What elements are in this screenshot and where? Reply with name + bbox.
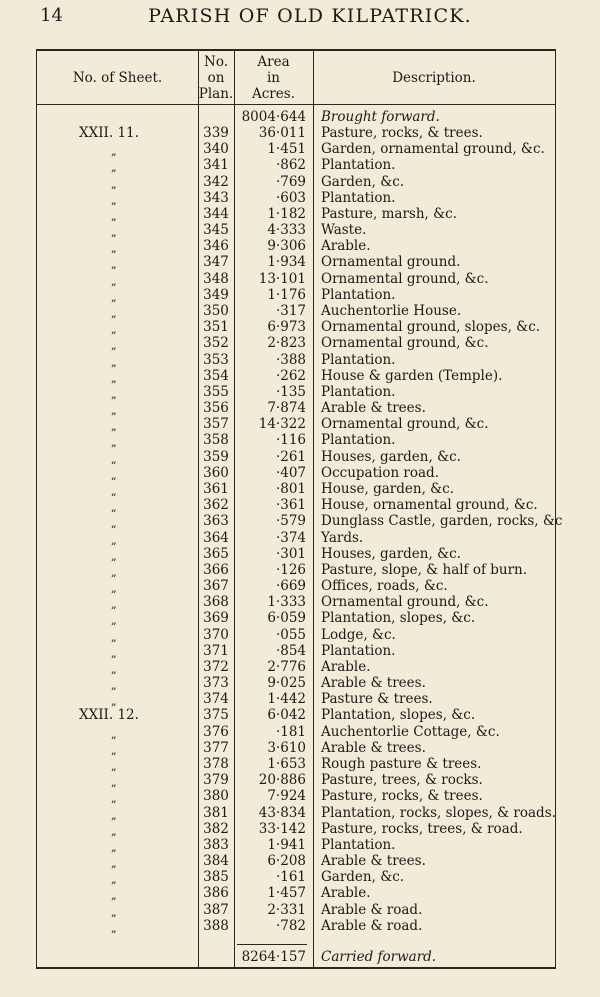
plan-number-cell: 355: [203, 383, 229, 400]
area-cell: 1·653: [267, 756, 306, 773]
table-row: [37, 546, 555, 562]
ditto-mark: „: [111, 420, 117, 434]
sheet-number: XXII. 12.: [79, 707, 139, 724]
table-row: [37, 206, 555, 222]
plan-number-cell: 373: [203, 675, 229, 692]
area-cell: ·374: [275, 529, 306, 546]
plan-number-cell: 381: [203, 804, 229, 821]
description-cell: Garden, &c.: [321, 869, 405, 886]
area-cell: ·361: [275, 497, 306, 514]
area-cell: 7·924: [267, 788, 306, 805]
plan-number-cell: 379: [203, 772, 229, 789]
plan-number-cell: 357: [203, 416, 229, 433]
plan-number-cell: 342: [203, 173, 229, 190]
ditto-mark: „: [111, 517, 117, 531]
ditto-mark: „: [111, 274, 117, 288]
plan-number-cell: 363: [203, 513, 229, 530]
table-row: [37, 530, 555, 546]
land-table: [36, 49, 563, 969]
ditto-mark: „: [111, 662, 117, 676]
area-cell: ·603: [275, 189, 306, 206]
plan-number-cell: 383: [203, 836, 229, 853]
area-cell: ·579: [275, 513, 306, 530]
area-cell: ·181: [275, 723, 306, 740]
description-cell: Pasture, rocks, trees, & road.: [321, 820, 523, 837]
ditto-mark: „: [111, 371, 117, 385]
table-row: [37, 157, 555, 173]
description-cell: Ornamental ground.: [321, 254, 461, 271]
area-column-header: [234, 54, 313, 102]
description-cell: Pasture, rocks, & trees.: [321, 125, 483, 141]
table-row: [37, 837, 555, 853]
ditto-mark: „: [111, 258, 117, 272]
description-cell: Arable.: [321, 885, 371, 902]
plan-header-line: on: [207, 70, 225, 86]
plan-number-cell: 343: [203, 189, 229, 206]
plan-number-cell: 339: [203, 125, 229, 141]
description-cell: Arable & road.: [321, 917, 423, 934]
description-cell: Yards.: [321, 529, 364, 546]
description-cell: Ornamental ground, slopes, &c.: [321, 319, 541, 336]
ditto-mark: „: [111, 339, 117, 353]
table-row: [37, 303, 555, 319]
ditto-mark: „: [111, 857, 117, 871]
ditto-mark: „: [111, 226, 117, 240]
area-cell: 33·142: [258, 820, 306, 837]
table-row: [37, 271, 555, 287]
area-cell: 9·306: [267, 238, 306, 255]
table-row: [37, 384, 555, 400]
ditto-mark: „: [111, 905, 117, 919]
table-row: [37, 643, 555, 659]
ditto-mark: „: [111, 792, 117, 806]
description-cell: Ornamental ground, &c.: [321, 594, 489, 611]
area-cell: ·055: [275, 626, 306, 643]
description-cell: Lodge, &c.: [321, 626, 396, 643]
table-row: [37, 174, 555, 190]
plan-number-cell: 369: [203, 610, 229, 627]
plan-number-cell: 350: [203, 302, 229, 319]
table-row: [37, 254, 555, 270]
table-row: [37, 319, 555, 335]
ditto-mark: „: [111, 598, 117, 612]
description-cell: Arable & road.: [321, 901, 423, 918]
description-cell: Ornamental ground, &c.: [321, 335, 489, 352]
description-cell: Arable.: [321, 658, 371, 675]
area-cell: ·862: [275, 157, 306, 174]
table-row: [37, 821, 555, 837]
carried-forward-area: 8264·157: [241, 949, 306, 965]
description-cell: Houses, garden, &c.: [321, 448, 461, 465]
area-cell: ·116: [275, 432, 306, 449]
plan-number-cell: 380: [203, 788, 229, 805]
area-cell: 1·333: [267, 594, 306, 611]
ditto-mark: „: [111, 808, 117, 822]
plan-number-cell: 361: [203, 480, 229, 497]
table-row: [37, 335, 555, 351]
ditto-mark: „: [111, 776, 117, 790]
description-cell: Pasture & trees.: [321, 691, 433, 708]
ditto-mark: „: [111, 889, 117, 903]
description-cell: Auchentorlie Cottage, &c.: [321, 723, 500, 740]
plan-number-cell: 341: [203, 157, 229, 174]
ditto-mark: „: [111, 630, 117, 644]
ditto-mark: „: [111, 436, 117, 450]
area-cell: ·782: [275, 917, 306, 934]
ditto-mark: „: [111, 824, 117, 838]
description-cell: Plantation.: [321, 836, 396, 853]
plan-number-cell: 386: [203, 885, 229, 902]
ditto-mark: „: [111, 840, 117, 854]
table-row: [37, 416, 555, 432]
description-cell: Arable & trees.: [321, 739, 426, 756]
header-rule: [37, 104, 555, 105]
table-row: [37, 707, 555, 723]
description-cell: Arable & trees.: [321, 400, 426, 417]
description-cell: Pasture, marsh, &c.: [321, 205, 457, 222]
area-cell: ·317: [275, 302, 306, 319]
plan-number-cell: 348: [203, 270, 229, 287]
area-cell: 7·874: [267, 400, 306, 417]
ditto-mark: „: [111, 242, 117, 256]
area-cell: 36·011: [258, 125, 306, 141]
area-cell: ·669: [275, 578, 306, 595]
area-cell: ·135: [275, 383, 306, 400]
brought-forward-row: [37, 109, 555, 125]
page-number: 14: [40, 5, 63, 26]
plan-number-cell: 364: [203, 529, 229, 546]
area-cell: 1·451: [267, 141, 306, 158]
table-row: [37, 465, 555, 481]
area-cell: ·126: [275, 561, 306, 578]
plan-number-cell: 372: [203, 658, 229, 675]
table-row: [37, 222, 555, 238]
description-cell: Plantation.: [321, 432, 396, 449]
description-cell: House, garden, &c.: [321, 480, 455, 497]
table-row: [37, 724, 555, 740]
ditto-mark: „: [111, 614, 117, 628]
ditto-mark: „: [111, 501, 117, 515]
area-cell: 6·973: [267, 319, 306, 336]
area-cell: 13·101: [258, 270, 306, 287]
table-row: [37, 432, 555, 448]
carried-forward-row: [37, 949, 555, 965]
table-row: [37, 449, 555, 465]
ditto-mark: „: [111, 743, 117, 757]
area-cell: 9·025: [267, 675, 306, 692]
plan-number-cell: 358: [203, 432, 229, 449]
brought-forward-label: Brought forward.: [321, 109, 440, 125]
description-cell: Ornamental ground, &c.: [321, 416, 489, 433]
plan-number-cell: 366: [203, 561, 229, 578]
description-cell: Plantation.: [321, 642, 396, 659]
plan-number-cell: 376: [203, 723, 229, 740]
ditto-mark: „: [111, 161, 117, 175]
ditto-mark: „: [111, 404, 117, 418]
area-cell: 4·333: [267, 222, 306, 239]
plan-number-cell: 370: [203, 626, 229, 643]
description-cell: Dunglass Castle, garden, rocks, &c: [321, 513, 563, 530]
plan-number-cell: 345: [203, 222, 229, 239]
plan-number-cell: 349: [203, 286, 229, 303]
area-cell: 6·059: [267, 610, 306, 627]
ditto-mark: „: [111, 193, 117, 207]
area-cell: ·388: [275, 351, 306, 368]
area-cell: ·301: [275, 545, 306, 562]
total-rule: [237, 944, 307, 945]
area-header-line: in: [266, 70, 280, 86]
area-cell: 2·331: [267, 901, 306, 918]
plan-header-line: No.: [204, 54, 228, 70]
plan-number-cell: 368: [203, 594, 229, 611]
plan-number-cell: 378: [203, 756, 229, 773]
ditto-mark: „: [111, 549, 117, 563]
plan-number-cell: 356: [203, 400, 229, 417]
ditto-mark: „: [111, 695, 117, 709]
ditto-mark: „: [111, 323, 117, 337]
carried-forward-label: Carried forward.: [321, 949, 437, 965]
area-cell: 1·457: [267, 885, 306, 902]
plan-column-header: [198, 54, 234, 102]
description-cell: Garden, ornamental ground, &c.: [321, 141, 545, 158]
table-row: [37, 869, 555, 885]
table-row: [37, 287, 555, 303]
ditto-mark: „: [111, 177, 117, 191]
area-cell: 6·042: [267, 707, 306, 724]
plan-number-cell: 347: [203, 254, 229, 271]
area-cell: 6·208: [267, 853, 306, 870]
ditto-mark: „: [111, 679, 117, 693]
area-cell: 14·322: [258, 416, 306, 433]
plan-number-cell: 377: [203, 739, 229, 756]
area-cell: 2·776: [267, 658, 306, 675]
ditto-mark: „: [111, 760, 117, 774]
plan-number-cell: 340: [203, 141, 229, 158]
table-row: [37, 238, 555, 254]
plan-number-cell: 346: [203, 238, 229, 255]
description-cell: Arable.: [321, 238, 371, 255]
page-header: [0, 4, 600, 30]
description-cell: House & garden (Temple).: [321, 367, 503, 384]
description-cell: Plantation, slopes, &c.: [321, 610, 476, 627]
area-cell: 20·886: [258, 772, 306, 789]
area-cell: ·854: [275, 642, 306, 659]
area-cell: ·161: [275, 869, 306, 886]
table-row: [37, 772, 555, 788]
plan-number-cell: 388: [203, 917, 229, 934]
table-row: [37, 918, 555, 934]
ditto-mark: „: [111, 727, 117, 741]
area-cell: ·262: [275, 367, 306, 384]
description-cell: Plantation.: [321, 157, 396, 174]
page-title: PARISH OF OLD KILPATRICK.: [148, 5, 472, 27]
description-cell: Garden, &c.: [321, 173, 405, 190]
description-cell: Pasture, trees, & rocks.: [321, 772, 483, 789]
description-cell: Auchentorlie House.: [321, 302, 462, 319]
table-row: [37, 805, 555, 821]
area-cell: ·769: [275, 173, 306, 190]
description-cell: Ornamental ground, &c.: [321, 270, 489, 287]
plan-number-cell: 353: [203, 351, 229, 368]
plan-number-cell: 351: [203, 319, 229, 336]
description-cell: Plantation, rocks, slopes, & roads.: [321, 804, 556, 821]
ditto-mark: „: [111, 646, 117, 660]
area-cell: 43·834: [258, 804, 306, 821]
area-cell: 1·941: [267, 836, 306, 853]
plan-number-cell: 354: [203, 367, 229, 384]
plan-number-cell: 359: [203, 448, 229, 465]
plan-number-cell: 375: [203, 707, 229, 724]
plan-number-cell: 360: [203, 464, 229, 481]
plan-number-cell: 365: [203, 545, 229, 562]
description-cell: Plantation.: [321, 383, 396, 400]
description-cell: House, ornamental ground, &c.: [321, 497, 538, 514]
ditto-mark: „: [111, 921, 117, 935]
table-row: [37, 885, 555, 901]
table-row: [37, 562, 555, 578]
ditto-mark: „: [111, 484, 117, 498]
table-row: [37, 675, 555, 691]
area-cell: 1·176: [267, 286, 306, 303]
description-cell: Occupation road.: [321, 464, 439, 481]
table-row: [37, 788, 555, 804]
description-cell: Offices, roads, &c.: [321, 578, 448, 595]
ditto-mark: „: [111, 873, 117, 887]
table-row: [37, 578, 555, 594]
description-column-header: Description.: [392, 70, 476, 86]
description-cell: Pasture, rocks, & trees.: [321, 788, 483, 805]
table-row: [37, 627, 555, 643]
plan-number-cell: 384: [203, 853, 229, 870]
description-cell: Rough pasture & trees.: [321, 756, 482, 773]
table-row: [37, 481, 555, 497]
ditto-mark: „: [111, 355, 117, 369]
table-row: [37, 141, 555, 157]
description-cell: Plantation.: [321, 351, 396, 368]
table-row: [37, 610, 555, 626]
plan-number-cell: 352: [203, 335, 229, 352]
description-cell: Plantation.: [321, 189, 396, 206]
ditto-mark: „: [111, 209, 117, 223]
area-cell: 1·442: [267, 691, 306, 708]
ditto-mark: „: [111, 387, 117, 401]
plan-number-cell: 344: [203, 205, 229, 222]
ditto-mark: „: [111, 565, 117, 579]
plan-number-cell: 362: [203, 497, 229, 514]
area-header-line: Area: [257, 54, 290, 70]
area-cell: 1·182: [267, 205, 306, 222]
description-cell: Arable & trees.: [321, 853, 426, 870]
area-cell: 3·610: [267, 739, 306, 756]
table-row: [37, 400, 555, 416]
area-header-line: Acres.: [252, 86, 295, 102]
table-row: [37, 190, 555, 206]
description-cell: Waste.: [321, 222, 367, 239]
sheet-column-header: No. of Sheet.: [72, 70, 163, 86]
table-row: [37, 691, 555, 707]
plan-number-cell: 385: [203, 869, 229, 886]
plan-number-cell: 371: [203, 642, 229, 659]
description-cell: Arable & trees.: [321, 675, 426, 692]
ditto-mark: „: [111, 290, 117, 304]
table-row: [37, 740, 555, 756]
area-cell: ·801: [275, 480, 306, 497]
plan-number-cell: 367: [203, 578, 229, 595]
plan-number-cell: 387: [203, 901, 229, 918]
table-row: [37, 125, 555, 141]
ditto-mark: „: [111, 452, 117, 466]
description-cell: Houses, garden, &c.: [321, 545, 461, 562]
plan-number-cell: 374: [203, 691, 229, 708]
table-row: [37, 756, 555, 772]
ditto-mark: „: [111, 306, 117, 320]
table-row: [37, 368, 555, 384]
table-row: [37, 352, 555, 368]
area-cell: 2·823: [267, 335, 306, 352]
table-row: [37, 853, 555, 869]
table-row: [37, 594, 555, 610]
area-cell: ·261: [275, 448, 306, 465]
sheet-number: XXII. 11.: [79, 125, 139, 141]
ditto-mark: „: [111, 582, 117, 596]
description-cell: Plantation, slopes, &c.: [321, 707, 476, 724]
table-row: [37, 902, 555, 918]
ditto-mark: „: [111, 145, 117, 159]
description-cell: Plantation.: [321, 286, 396, 303]
table-row: [37, 659, 555, 675]
table-row: [37, 513, 563, 531]
area-cell: ·407: [275, 464, 306, 481]
brought-forward-area: 8004·644: [241, 109, 306, 125]
area-cell: 1·934: [267, 254, 306, 271]
plan-number-cell: 382: [203, 820, 229, 837]
ditto-mark: „: [111, 468, 117, 482]
plan-header-line: Plan.: [198, 86, 234, 102]
description-cell: Pasture, slope, & half of burn.: [321, 561, 528, 578]
ditto-mark: „: [111, 533, 117, 547]
table-row: [37, 497, 555, 513]
